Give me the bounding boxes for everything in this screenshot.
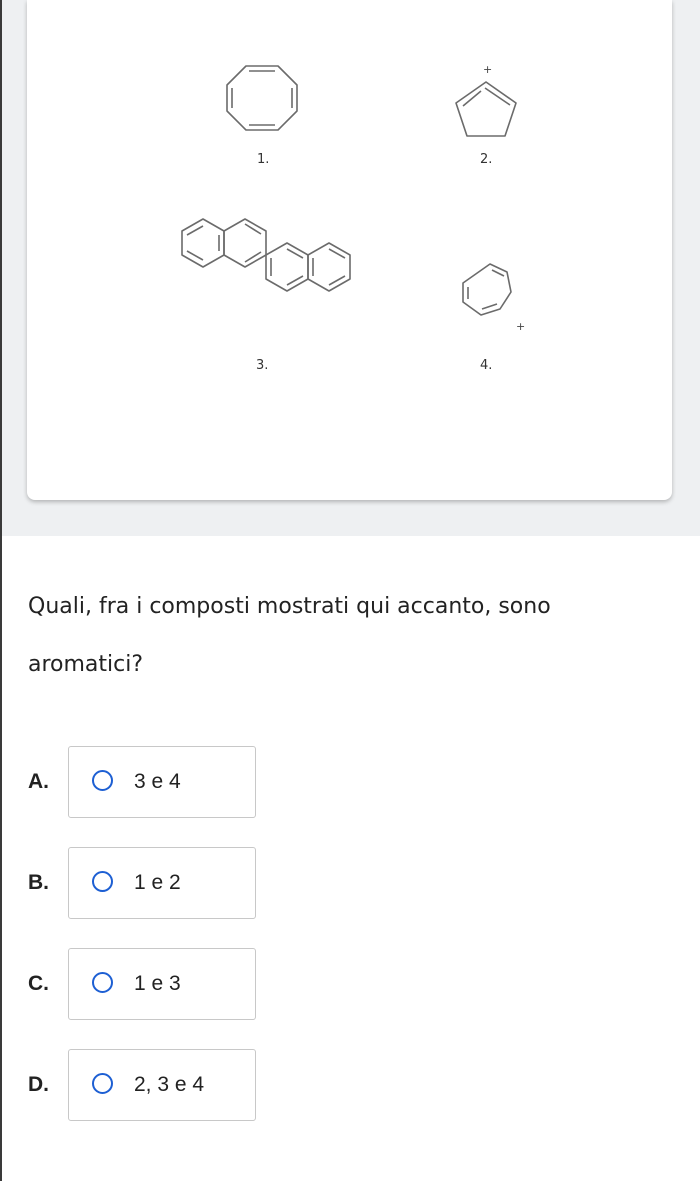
option-c-radio[interactable] <box>92 972 113 993</box>
option-d-button[interactable] <box>68 1049 256 1121</box>
option-c-label: 1 e 3 <box>134 972 181 995</box>
option-d-letter: D. <box>28 1073 49 1096</box>
option-a <box>28 746 268 818</box>
compound-1-structure <box>227 66 297 130</box>
compound-2-charge: + <box>483 63 493 76</box>
compound-4-label: 4. <box>480 358 493 373</box>
option-b-letter: B. <box>28 871 49 894</box>
option-c <box>28 948 268 1020</box>
compound-3-structure <box>182 219 350 291</box>
compounds-figure <box>27 0 672 500</box>
option-a-radio[interactable] <box>92 770 113 791</box>
option-c-button[interactable] <box>68 948 256 1020</box>
compound-4-structure <box>463 264 511 315</box>
option-d-label: 2, 3 e 4 <box>134 1073 205 1096</box>
compound-2-label: 2. <box>480 152 493 167</box>
compound-4-charge: + <box>516 320 526 333</box>
option-c-letter: C. <box>28 972 49 995</box>
compounds-drawing <box>27 0 672 500</box>
option-d-radio[interactable] <box>92 1073 113 1094</box>
left-edge-border <box>0 0 2 1181</box>
option-b-radio[interactable] <box>92 871 113 892</box>
option-a-letter: A. <box>28 770 49 793</box>
option-a-label: 3 e 4 <box>134 770 181 793</box>
compound-3-label: 3. <box>256 358 269 373</box>
compound-1-label: 1. <box>257 152 270 167</box>
option-b-label: 1 e 2 <box>134 871 181 894</box>
compound-2-structure <box>456 82 516 136</box>
option-d <box>28 1049 268 1121</box>
option-b-button[interactable] <box>68 847 256 919</box>
question-text: Quali, fra i composti mostrati qui accanto, sono aromatici? <box>28 594 551 677</box>
option-b <box>28 847 268 919</box>
option-a-button[interactable] <box>68 746 256 818</box>
